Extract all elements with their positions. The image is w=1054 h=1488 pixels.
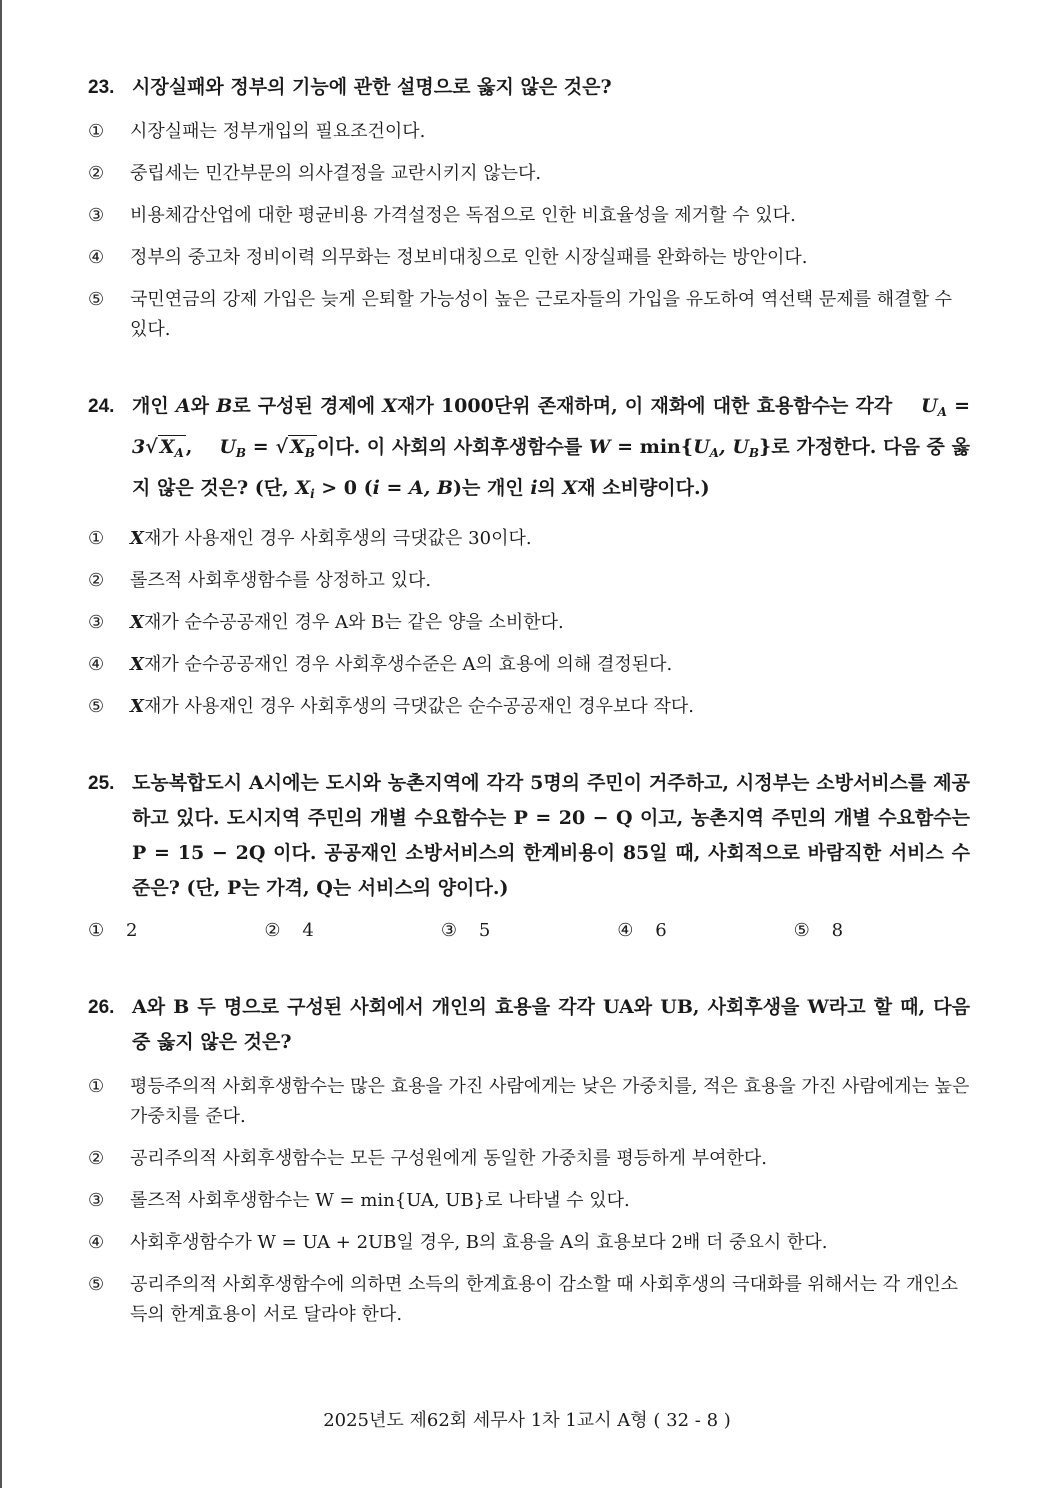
spacer (88, 722, 970, 766)
option-body: 재가 순수공공재인 경우 A와 B는 같은 양을 소비한다. (143, 612, 564, 633)
option-mark: ② (264, 920, 281, 941)
option-text (130, 608, 970, 638)
radicand (288, 435, 317, 458)
question-23-stem (88, 70, 970, 105)
option-3[interactable] (88, 1186, 970, 1216)
option-mark: ④ (88, 654, 105, 675)
option-1[interactable] (88, 524, 970, 554)
option-3[interactable] (88, 201, 970, 231)
option-text: 국민연금의 강제 가입은 늦게 은퇴할 가능성이 높은 근로자들의 가입을 유도하여 역선택 문제를 해결할 수 있다. (130, 289, 953, 340)
w-symbol: W (589, 436, 611, 458)
option-body: 재가 사용재인 경우 사회후생의 극댓값은 순수공공재인 경우보다 작다. (143, 696, 694, 717)
option-text: 8 (831, 920, 844, 941)
option-text: 평등주의적 사회후생함수는 많은 효용을 가진 사람에게는 낮은 가중치를, 적은 효용을 가진 사람에게는 높은 가중치를 준다. (130, 1076, 970, 1127)
option-mark: ⑤ (88, 289, 105, 310)
option-2[interactable] (264, 916, 440, 946)
option-body: 재가 사용재인 경우 사회후생의 극댓값은 30이다. (143, 528, 532, 549)
var-x: X (382, 395, 398, 417)
stem-part: 와 (190, 395, 217, 417)
x-symbol: X (295, 477, 311, 499)
option-text (130, 650, 970, 680)
question-number: 24. (88, 396, 115, 417)
question-24-stem (88, 389, 970, 512)
option-text: 6 (655, 920, 667, 941)
option-text: 사회후생함수가 W = UA + 2UB일 경우, B의 효용을 A의 효용보다 2배 더 중요시 한다. (130, 1232, 828, 1253)
x-symbol: X (130, 654, 144, 675)
option-4[interactable] (88, 650, 970, 680)
option-2[interactable] (88, 566, 970, 596)
option-1[interactable] (88, 117, 970, 147)
sub-i: i (310, 487, 315, 501)
option-1[interactable] (88, 1072, 970, 1132)
question-24 (88, 389, 970, 722)
u-symbol: U (219, 436, 236, 458)
x-symbol: X (289, 436, 305, 458)
condition (295, 477, 314, 499)
option-mark: ② (88, 570, 105, 591)
inline-options (88, 916, 970, 946)
sub-b: B (748, 446, 760, 460)
spacer (88, 946, 970, 990)
option-mark: ④ (88, 247, 105, 268)
var-b: B (216, 395, 233, 417)
eq-part: = 3 (132, 395, 970, 458)
option-4[interactable] (88, 1228, 970, 1258)
question-26-stem (88, 990, 970, 1060)
var-a: A (175, 395, 191, 417)
i-symbol: i (530, 477, 538, 499)
option-mark: ① (88, 920, 105, 941)
option-5[interactable] (88, 692, 970, 722)
option-text: 공리주의적 사회후생함수는 모든 구성원에게 동일한 가중치를 평등하게 부여한다. (130, 1148, 767, 1169)
option-mark: ① (88, 121, 105, 142)
question-25-stem (88, 766, 970, 906)
stem-part: }로 가정한다. 다음 중 옳지 않은 것은? (단, (132, 436, 970, 499)
option-text: 공리주의적 사회후생함수에 의하면 소득의 한계효용이 감소할 때 사회후생의 극대화를 위해서는 각 개인소득의 한계효용이 서로 달라야 한다. (130, 1274, 959, 1325)
page-footer: 2025년도 제62회 세무사 1차 1교시 A형 ( 32 - 8 ) (323, 1410, 731, 1431)
u-symbol: U (693, 436, 710, 458)
eq-ua: $U_A = 3√$ $X_A$ (132, 395, 970, 460)
radicand (158, 435, 186, 458)
option-3[interactable] (88, 608, 970, 638)
option-5[interactable] (88, 1270, 970, 1330)
sub-a: A (174, 446, 184, 460)
option-mark: ⑤ (88, 696, 105, 717)
option-text: 중립세는 민간부문의 의사결정을 교란시키지 않는다. (130, 163, 542, 184)
sub-a: A (937, 405, 947, 419)
spacer (88, 345, 970, 389)
option-text: 비용체감산업에 대한 평균비용 가격설정은 독점으로 인한 비효율성을 제거할 수 있다. (130, 205, 796, 226)
option-text: 정부의 중고차 정비이력 의무화는 정보비대칭으로 인한 시장실패를 완화하는 방안이다. (130, 247, 808, 268)
question-number: 26. (88, 997, 115, 1018)
stem-part: 이다. 이 사회의 사회후생함수를 (316, 436, 583, 458)
option-mark: ③ (88, 1190, 105, 1211)
option-text (130, 692, 970, 722)
u-symbol: U (732, 436, 749, 458)
option-4[interactable] (617, 916, 793, 946)
eq-min-args: $U_A$, $U_B$ (693, 436, 760, 460)
question-number: 23. (88, 77, 115, 98)
eq-part: = (246, 436, 276, 458)
option-mark: ③ (440, 920, 457, 941)
option-mark: ① (88, 1076, 105, 1097)
stem-part: )는 개인 (453, 477, 531, 499)
option-4[interactable] (88, 243, 970, 273)
eq-part: = min{ (610, 436, 694, 458)
option-mark: ③ (88, 205, 105, 226)
stem-part: 재 소비량이다.) (577, 477, 710, 499)
question-text: A와 B 두 명으로 구성된 사회에서 개인의 효용을 각각 UA와 UB, 사회후생을 W라고 할 때, 다음 중 옳지 않은 것은? (132, 996, 970, 1053)
eq-ub: $U_B$ = √ $X_B$ (219, 436, 315, 460)
option-3[interactable] (441, 916, 617, 946)
x-symbol: X (130, 696, 144, 717)
stem-part: 로 구성된 경제에 (232, 395, 383, 417)
option-body: 롤즈적 사회후생함수를 상정하고 있다. (130, 570, 432, 591)
question-23 (88, 70, 970, 345)
option-mark: ③ (88, 612, 105, 633)
sub-b: B (235, 446, 247, 460)
question-text: 도농복합도시 A시에는 도시와 농촌지역에 각각 5명의 주민이 거주하고, 시정부는 소방서비스를 제공하고 있다. 도시지역 주민의 개별 수요함수는 P = 20 − Q 이고, 농촌지역 주민의 개별 수요함수는 P = 15 − 2Q 이다. 공공재인 소방서비스의 한계비용이 85일 때, 사회적으로 바람직한 서비스 수준은? (단, P는 가격, Q는 서비스의 양이다.) (132, 772, 970, 899)
option-body: 재가 순수공공재인 경우 사회후생수준은 A의 효용에 의해 결정된다. (143, 654, 673, 675)
eq-part: > 0 ( (314, 477, 373, 499)
question-number: 25. (88, 773, 115, 794)
x-symbol: X (130, 612, 144, 633)
option-text: 시장실패는 정부개입의 필요조건이다. (130, 121, 426, 142)
set-part: = A, B (379, 477, 454, 499)
option-text (130, 524, 970, 554)
question-26 (88, 990, 970, 1330)
option-mark: ⑤ (793, 920, 810, 941)
option-mark: ② (88, 163, 105, 184)
x-symbol: X (562, 477, 578, 499)
option-text: 롤즈적 사회후생함수는 W = min{UA, UB}로 나타낼 수 있다. (130, 1190, 630, 1211)
option-text: 5 (478, 920, 491, 941)
x-symbol: X (159, 436, 175, 458)
sub-a: A (709, 446, 719, 460)
stem-part: 재가 1000단위 존재하며, 이 재화에 대한 효용함수는 각각 (397, 395, 893, 417)
question-text: 개인 A와 B로 구성된 경제에 X재가 1000단위 존재하며, 이 재화에 대한 효용함수는 각각 $U_A = 3√$ $X_A$ , $U_B$ = √ $X_B$ 이다. 이 사회의 사회후생함수를 $W = \min\{U_A$, $U_B$}로 가정한다. 다음 중 옳지 않은 것은? (단, $X_i > 0$ (i = A, B)는 개인 i의 X재 소비량이다.) (132, 395, 970, 501)
option-mark: ④ (88, 1232, 105, 1253)
stem-part: 개인 (132, 395, 176, 417)
option-1[interactable] (88, 916, 264, 946)
exam-page (88, 70, 970, 1330)
option-text: 2 (126, 920, 138, 941)
page-left-edge (0, 0, 2, 1488)
option-mark: ① (88, 528, 105, 549)
stem-part: 의 (537, 477, 563, 499)
option-2[interactable] (88, 159, 970, 189)
option-5[interactable] (88, 285, 970, 345)
option-mark: ④ (617, 920, 634, 941)
option-text (130, 566, 970, 596)
x-symbol: X (130, 528, 144, 549)
option-text: 4 (302, 920, 314, 941)
option-mark: ⑤ (88, 1274, 105, 1295)
u-symbol: U (921, 395, 938, 417)
option-2[interactable] (88, 1144, 970, 1174)
option-5[interactable] (794, 916, 970, 946)
sub-b: B (304, 446, 315, 460)
i-symbol: i (372, 477, 380, 499)
option-mark: ② (88, 1148, 105, 1169)
question-25 (88, 766, 970, 946)
question-text: 시장실패와 정부의 기능에 관한 설명으로 옳지 않은 것은? (132, 76, 612, 98)
